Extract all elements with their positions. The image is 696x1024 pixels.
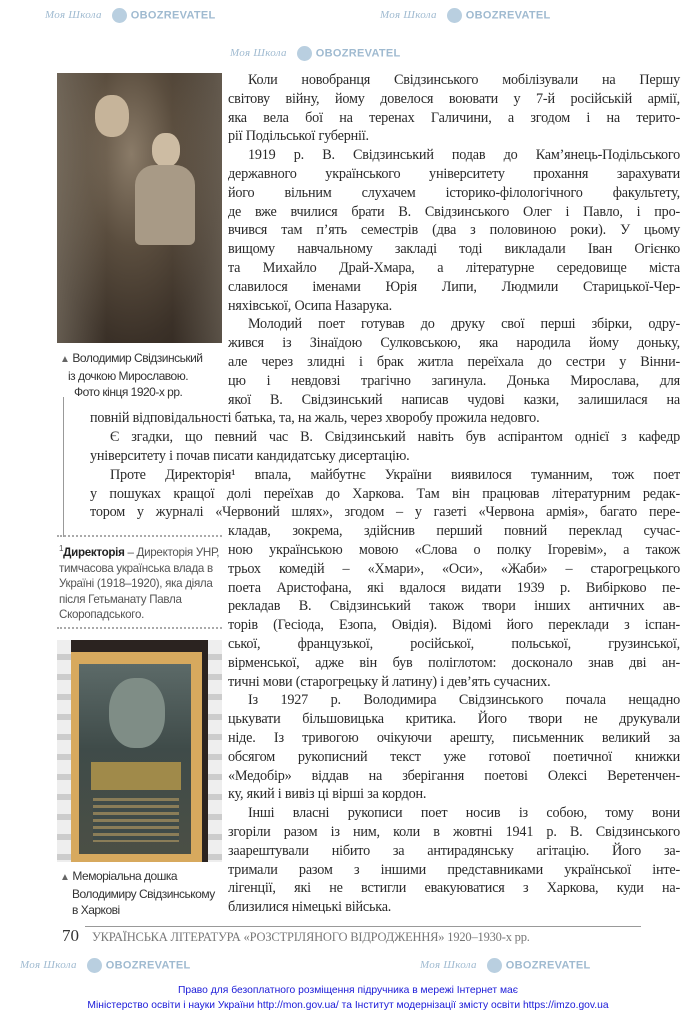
text-line: яка вела бої на теренах Галичини, а згодом і на терито- xyxy=(228,109,680,126)
text-line: вірменської, адже він був поліглотом: досконало знав дві ан- xyxy=(228,654,680,671)
text-line: Коли новобранця Свідзинського мобілізували на Першу xyxy=(248,72,680,88)
text-line: рекладав В. Свідзинський також твори інших античних ав- xyxy=(228,598,680,615)
text-line: рії Подільської губернії. xyxy=(228,128,369,145)
text-line: тором у журналі «Червоний шлях», згодом – у газеті «Червона армія», багато пере- xyxy=(90,504,680,521)
copyright-line: Право для безоплатного розміщення підручника в мережі Інтернет має xyxy=(177,985,519,996)
obozrevatel-logo-icon xyxy=(487,958,502,973)
text-line: вчився там п’ять семестрів (два з половиною роки). У цьому xyxy=(228,222,680,239)
text-line: його вільним слухачем історико-філологічного факультету, xyxy=(228,184,680,201)
watermark-school: Моя Школа xyxy=(45,9,102,22)
text-line: заарештували нібито за антирадянську агітацію. Його за- xyxy=(228,842,680,859)
watermark-brand: OBOZREVATEL xyxy=(465,9,551,22)
running-title: УКРАЇНСЬКА ЛІТЕРАТУРА «РОЗСТРІЛЯНОГО ВІДРОДЖЕННЯ» 1920–1930-х рр. xyxy=(92,930,530,944)
watermark-school: Моя Школа xyxy=(420,959,477,972)
text-line: Із 1927 р. Володимира Свідзинського почала нещадно xyxy=(248,692,680,709)
text-line: та Михайло Драй-Хмара, а літературне середовище міста xyxy=(228,260,680,276)
watermark-brand: OBOZREVATEL xyxy=(105,959,191,972)
text-line: кладав, зокрема, здійснив перший повний переклад сучас- xyxy=(228,523,680,540)
watermark-brand: OBOZREVATEL xyxy=(505,959,591,972)
text-line: торів (Гесіода, Езопа, Овідія). Відомі його переклади з іспан- xyxy=(228,617,680,634)
text-line: обсягом рукописний текст уже готової поетичної книжки xyxy=(228,748,680,765)
footer-rule xyxy=(85,926,641,927)
text-line: згоріли разом із ним, коли в жовтні 1941 р. В. Свідзинського xyxy=(228,824,680,840)
text-line: поета Аристофана, які вдалося видати 1939 р. Вибірково пе- xyxy=(228,579,680,596)
dotted-divider xyxy=(57,535,222,537)
text-line: державного українського університету прохання зарахувати xyxy=(228,166,680,182)
text-line: ною українською мовою «Слова о полку Ігоревім», а також xyxy=(228,542,680,558)
triangle-icon: ▲ xyxy=(60,872,70,883)
watermark xyxy=(380,8,551,23)
footnote-text: – Директорія УНР, тимчасова українська влада в Україні (1918–1920), яка діяла після Гетьманату Павла Скоропадського. xyxy=(59,546,220,621)
text-line: де вже вчилися брати В. Свідзинського Олег і Павло, і про- xyxy=(228,203,680,220)
obozrevatel-logo-icon xyxy=(297,46,312,61)
text-line: тичні мови (старогрецьку й латину) і дев’ять сучасних. xyxy=(228,673,551,690)
text-line: світову війну, йому довелося воювати у 7-й російській армії, xyxy=(228,90,680,107)
text-line: тримали разом з іншими представниками української інте- xyxy=(228,861,680,878)
watermark-school: Моя Школа xyxy=(380,9,437,22)
text-line: але через злидні і брак житла переїхала до сестри у Вінни- xyxy=(228,354,680,370)
watermark xyxy=(45,8,216,23)
watermark-brand: OBOZREVATEL xyxy=(130,9,216,22)
caption-line: Володимир Свідзинський xyxy=(72,351,203,365)
footnote xyxy=(59,545,222,623)
text-line: Є згадки, що певний час В. Свідзинський навіть був аспірантом однієї з кафедр xyxy=(110,429,680,446)
caption-line: Меморіальна дошка xyxy=(72,869,178,883)
text-line: трьох комедій – «Хмари», «Оси», «Жаби» – старогрецького xyxy=(228,560,680,577)
text-line: у пошуках кращої долі переїхав до Харкова. Там він працював літературним редак- xyxy=(90,485,680,502)
watermark xyxy=(20,958,191,973)
text-line: вищому навчальному закладі тоді викладали Іван Огієнко xyxy=(228,241,680,258)
caption-line: в Харкові xyxy=(72,903,120,917)
footnote-term: Директорія xyxy=(63,546,125,559)
text-line: «Медобір» віддав на зберігання поетові Олексі Веретенчен- xyxy=(228,767,680,784)
text-line: славилося іменами Юрія Липи, Людмили Старицької-Чер- xyxy=(228,278,680,295)
obozrevatel-logo-icon xyxy=(87,958,102,973)
dotted-divider xyxy=(57,627,222,629)
caption-line: Фото кінця 1920-х рр. xyxy=(74,385,183,399)
photo-svidzynsky-with-daughter xyxy=(57,73,222,343)
watermark-brand: OBOZREVATEL xyxy=(315,47,401,60)
text-line: Молодий поет готував до друку свої перші збірки, одру- xyxy=(248,316,680,333)
text-line: лігенції, які не встигли евакуюватися з Харкова, куди на- xyxy=(228,880,680,897)
text-line: 1919 р. В. Свідзинський подав до Кам’янець-Подільського xyxy=(248,147,680,164)
text-line: Інші власні рукописи поет носив із собою, тому вони xyxy=(248,805,680,822)
caption-line: Володимиру Свідзинському xyxy=(72,887,215,901)
text-line: повній відповідальності батька, та, на жаль, через хворобу прожила недовго. xyxy=(90,410,540,427)
photo-memorial-plaque xyxy=(57,640,222,862)
margin-divider xyxy=(63,397,64,537)
text-line: ніде. Із тривогою очікуючи арешту, письменник великий за xyxy=(228,730,680,746)
copyright-line: Міністерство освіти і науки України http://mon.gov.ua/ та Інститут модернізації змісту освіти https://imzo.gov.ua xyxy=(87,1000,609,1011)
photo1-caption xyxy=(60,350,202,400)
caption-line: із дочкою Мирославою. xyxy=(68,369,189,383)
text-line: ку, який і вивіз ці вірші за кордон. xyxy=(228,786,427,803)
photo2-caption xyxy=(60,868,215,918)
text-line: університету і почав писати кандидатську дисертацію. xyxy=(90,448,410,464)
text-line: близилися німецькі війська. xyxy=(228,899,392,916)
obozrevatel-logo-icon xyxy=(447,8,462,23)
footnote-mark: 1 xyxy=(59,544,64,554)
page-number: 70 xyxy=(62,926,79,945)
text-line: цю і невдовзі трагічно загинула. Донька Мирослава, для xyxy=(228,372,680,389)
text-line: якої В. Свідзинський написав чудові казки, залишилася на xyxy=(228,391,680,408)
text-line: Проте Директорія¹ впала, майбутнє України виявилося туманним, тож поет xyxy=(110,466,680,483)
triangle-icon: ▲ xyxy=(60,354,70,365)
obozrevatel-logo-icon xyxy=(112,8,127,23)
text-line: жився із Зінаїдою Сулковською, яка народила йому доньку, xyxy=(228,335,680,352)
watermark-school: Моя Школа xyxy=(230,47,287,60)
text-line: цькувати більшовицька критика. Його твори не друкували xyxy=(228,711,680,728)
watermark xyxy=(420,958,591,973)
text-line: ської, французької, російської, польської, грузинської, xyxy=(228,636,680,652)
watermark-school: Моя Школа xyxy=(20,959,77,972)
watermark xyxy=(230,46,401,61)
text-line: няхівської, Осипа Назарука. xyxy=(228,297,392,314)
